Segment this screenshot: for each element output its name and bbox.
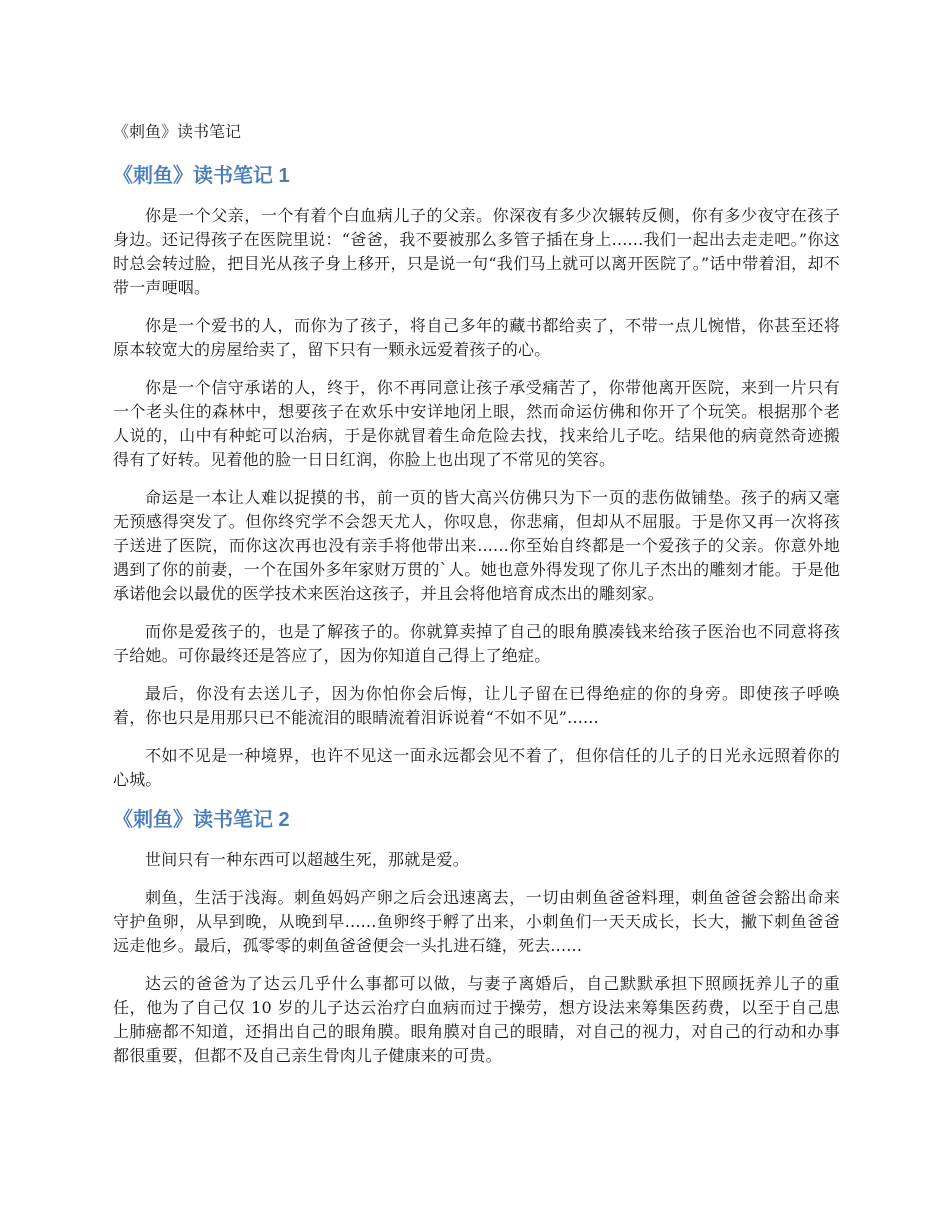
section-1 [113, 162, 840, 792]
section-heading: 《刺鱼》读书笔记 1 [113, 165, 290, 187]
paragraph: 不如不见是一种境界，也许不见这一面永远都会见不着了，但你信任的儿子的日光永远照着你的心城。 [113, 746, 840, 789]
document-page [113, 120, 840, 1082]
paragraph: 刺鱼，生活于浅海。刺鱼妈妈产卵之后会迅速离去，一切由刺鱼爸爸料理，刺鱼爸爸会豁出命来守护鱼卵，从早到晚，从晚到早......鱼卵终于孵了出来，小刺鱼们一天天成长，长大，撇下刺鱼爸爸远走他乡。最后，孤零零的刺鱼爸爸便会一头扎进石缝，死去...... [113, 888, 840, 955]
paragraph: 命运是一本让人难以捉摸的书，前一页的皆大高兴仿佛只为下一页的悲伤做铺垫。孩子的病又毫无预感得突发了。但你终究学不会怨天尤人，你叹息，你悲痛，但却从不屈服。于是你又再一次将孩子送进了医院，而你这次再也没有亲手将他带出来......你至始自终都是一个爱孩子的父亲。你意外地遇到了你的前妻，一个在国外多年家财万贯的`人。她也意外得发现了你儿子杰出的雕刻才能。于是他承诺他会以最优的医学技术来医治这孩子，并且会将他培育成杰出的雕刻家。 [113, 488, 840, 603]
paragraph: 而你是爱孩子的，也是了解孩子的。你就算卖掉了自己的眼角膜凑钱来给孩子医治也不同意将孩子给她。可你最终还是答应了，因为你知道自己得上了绝症。 [113, 622, 840, 665]
document-title: 《刺鱼》读书笔记 [113, 122, 242, 141]
paragraph: 你是一个信守承诺的人，终于，你不再同意让孩子承受痛苦了，你带他离开医院，来到一片只有一个老头住的森林中，想要孩子在欢乐中安详地闭上眼，然而命运仿佛和你开了个玩笑。根据那个老人说的，山中有种蛇可以治病，于是你就冒着生命危险去找，找来给儿子吃。结果他的病竟然奇迹搬得有了好转。见着他的脸一日日红润，你脸上也出现了不常见的笑容。 [113, 378, 840, 469]
paragraph: 你是一个爱书的人，而你为了孩子，将自己多年的藏书都给卖了，不带一点儿惋惜，你甚至还将原本较宽大的房屋给卖了，留下只有一颗永远爱着孩子的心。 [113, 316, 840, 359]
paragraph: 达云的爸爸为了达云几乎什么事都可以做，与妻子离婚后，自己默默承担下照顾抚养儿子的重任，他为了自己仅 10 岁的儿子达云治疗白血病而过于操劳，想方设法来筹集医药费，以至于自己患上肺癌都不知道，还捐出自己的眼角膜。眼角膜对自己的眼睛，对自己的视力，对自己的行动和办事都很重要，但都不及自己亲生骨肉儿子健康来的可贵。 [113, 974, 840, 1065]
paragraph: 你是一个父亲，一个有着个白血病儿子的父亲。你深夜有多少次辗转反侧，你有多少夜守在孩子身边。还记得孩子在医院里说：“爸爸，我不要被那么多管子插在身上......我们一起出去走走吧。”你这时总会转过脸，把目光从孩子身上移开，只是说一句“我们马上就可以离开医院了。”话中带着泪，却不带一声哽咽。 [113, 206, 840, 297]
paragraph: 最后，你没有去送儿子，因为你怕你会后悔，让儿子留在已得绝症的你的身旁。即使孩子呼唤着，你也只是用那只已不能流泪的眼睛流着泪诉说着“不如不见”...... [113, 684, 840, 727]
section-2 [113, 806, 840, 1068]
section-heading: 《刺鱼》读书笔记 2 [113, 809, 290, 831]
paragraph: 世间只有一种东西可以超越生死，那就是爱。 [145, 850, 470, 869]
